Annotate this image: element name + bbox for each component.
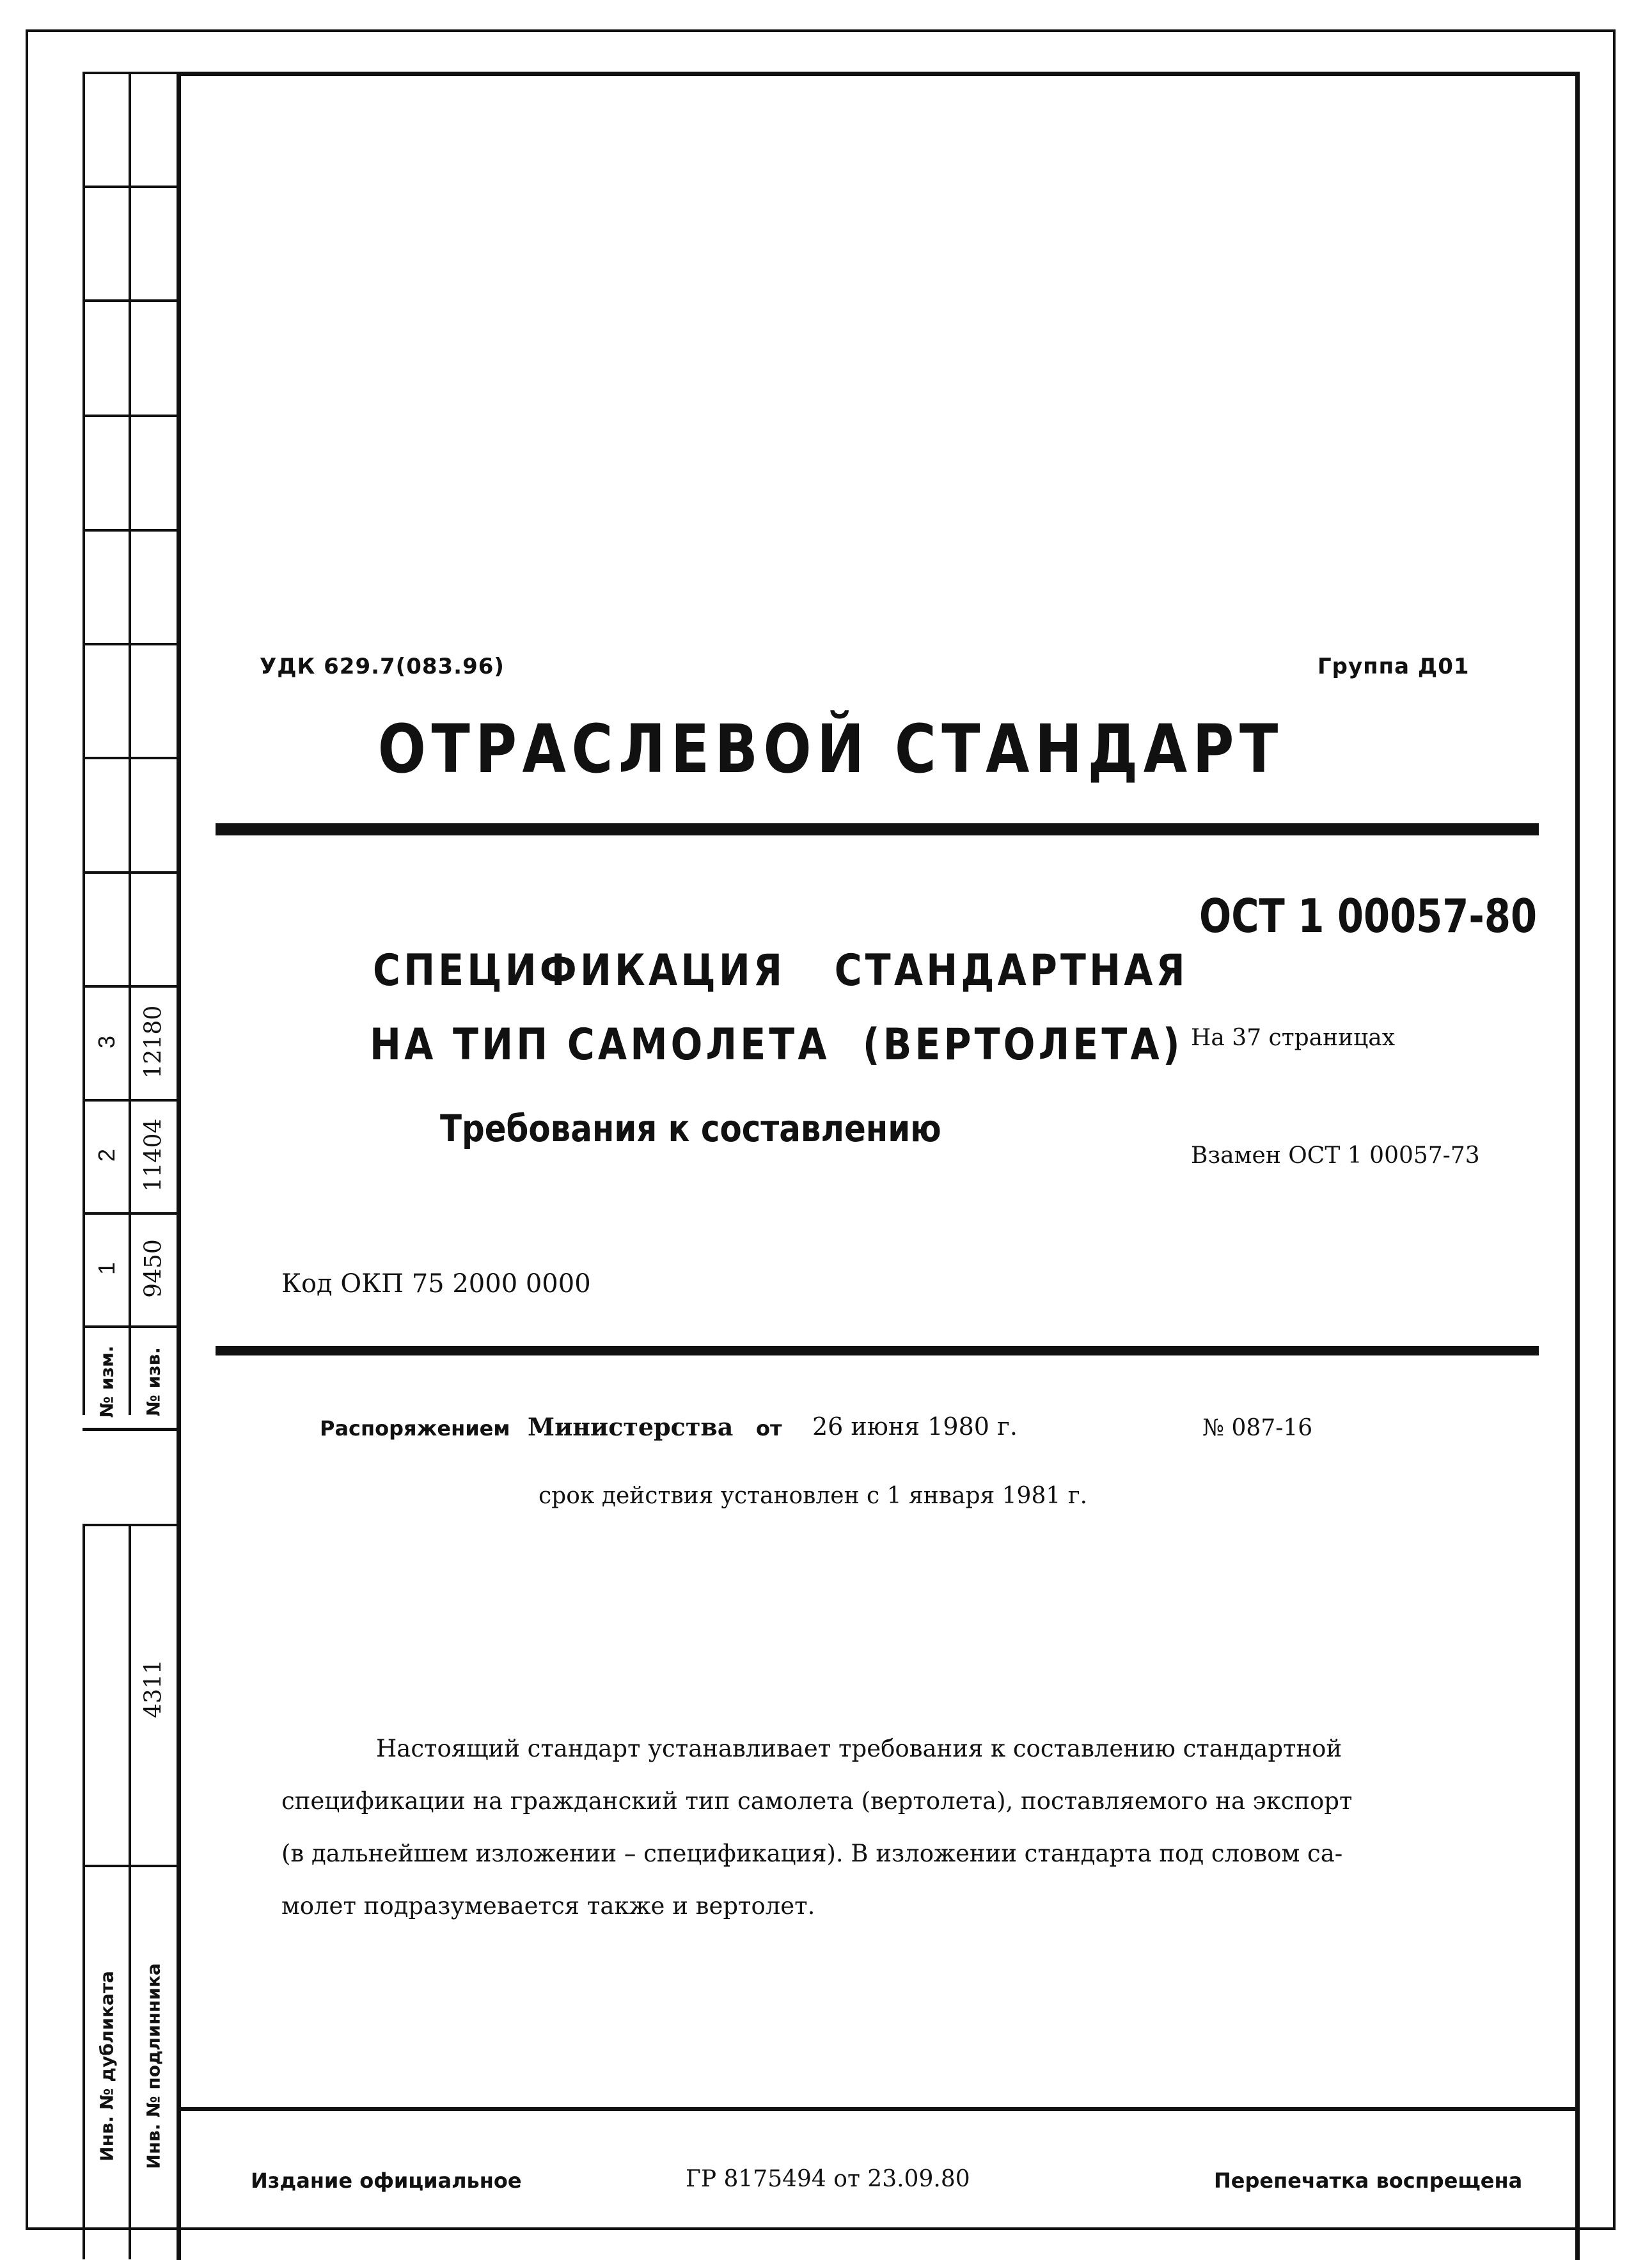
change-number-label: № изм. bbox=[96, 1345, 118, 1418]
change-number: 3 bbox=[93, 1035, 120, 1049]
notice-number: 11404 bbox=[140, 1118, 167, 1192]
page-count: На 37 страницах bbox=[1191, 1025, 1396, 1051]
notice-number: 9450 bbox=[140, 1239, 167, 1298]
notice-number: 12180 bbox=[140, 1005, 167, 1079]
document-title-line1: СПЕЦИФИКАЦИЯ СТАНДАРТНАЯ bbox=[373, 945, 1188, 996]
footer-rule bbox=[177, 2107, 1580, 2111]
duplicate-inventory-label: Инв. № дубликата bbox=[96, 1971, 118, 2161]
reprint-prohibited: Перепечатка воспрещена bbox=[1214, 2169, 1523, 2193]
body-line: молет подразумевается также и вертолет. bbox=[281, 1892, 815, 1920]
order-label: Распоряжением bbox=[320, 1416, 510, 1441]
ministry-label: Министерства bbox=[528, 1412, 734, 1441]
body-line: Настоящий стандарт устанавливает требования к составлению стандартной bbox=[376, 1735, 1342, 1762]
document-subtitle: Требования к составлению bbox=[440, 1107, 941, 1150]
udk-code: УДК 629.7(083.96) bbox=[260, 654, 505, 679]
official-edition: Издание официальное bbox=[251, 2169, 522, 2193]
change-number: 2 bbox=[93, 1148, 120, 1162]
okp-code: Код ОКП 75 2000 0000 bbox=[281, 1269, 591, 1299]
change-number: 1 bbox=[93, 1261, 120, 1276]
validity-period: срок действия установлен с 1 января 1981 г. bbox=[539, 1483, 1088, 1509]
group-code: Группа Д01 bbox=[1318, 654, 1470, 679]
middle-rule bbox=[216, 1346, 1539, 1355]
replaces-standard: Взамен ОСТ 1 00057-73 bbox=[1191, 1142, 1480, 1169]
top-rule bbox=[216, 823, 1539, 835]
original-inventory-label: Инв. № подлинника bbox=[143, 1963, 164, 2169]
body-line: спецификации на гражданский тип самолета (вертолета), поставляемого на экспорт bbox=[281, 1787, 1353, 1815]
order-from: от bbox=[756, 1416, 782, 1441]
body-line: (в дальнейшем изложении – спецификация). В изложении стандарта под словом са- bbox=[281, 1840, 1343, 1867]
inventory-number: 4311 bbox=[140, 1659, 167, 1718]
document-title-line2: НА ТИП САМОЛЕТА (ВЕРТОЛЕТА) bbox=[370, 1020, 1183, 1070]
order-date: 26 июня 1980 г. bbox=[812, 1412, 1018, 1441]
order-number: № 087-16 bbox=[1202, 1415, 1313, 1441]
standard-type-heading: ОТРАСЛЕВОЙ СТАНДАРТ bbox=[377, 710, 1284, 788]
notice-number-label: № изв. bbox=[143, 1347, 164, 1416]
registration-number: ГР 8175494 от 23.09.80 bbox=[686, 2166, 970, 2192]
standard-number: ОСТ 1 00057-80 bbox=[1199, 889, 1538, 943]
